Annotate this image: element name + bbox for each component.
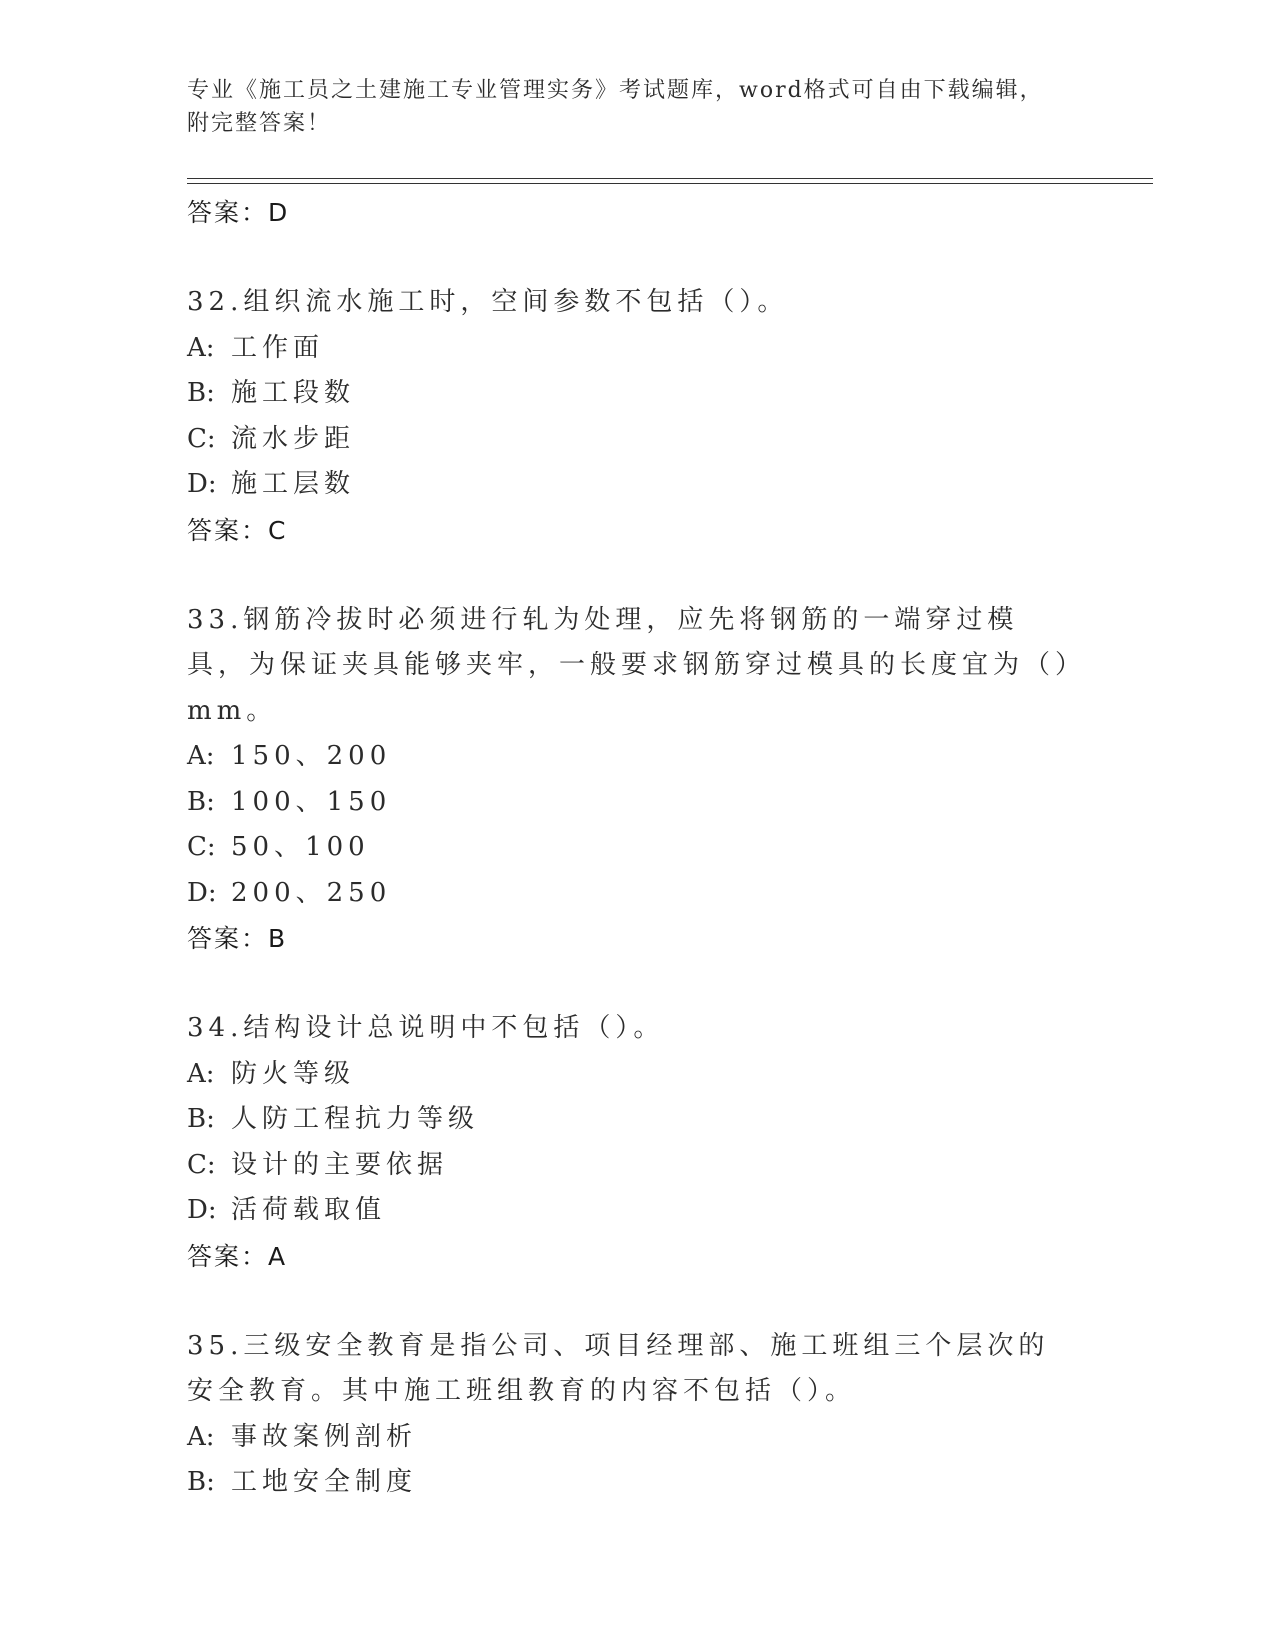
question-block: [187, 598, 1087, 962]
option-text: 防火等级: [231, 1058, 356, 1089]
option-letter: C:: [187, 423, 216, 454]
option-text: 100、150: [231, 786, 392, 817]
option-text: 流水步距: [231, 423, 356, 454]
option-b: [187, 780, 1087, 826]
option-letter: D:: [187, 469, 217, 499]
option-text: 50、100: [231, 832, 370, 862]
question-list: [187, 190, 1087, 1506]
option-letter: C:: [187, 832, 216, 862]
option-letter: A:: [187, 332, 215, 363]
header-rule-bottom: [187, 183, 1153, 184]
header-rule-top: [187, 178, 1153, 179]
option-c: [187, 1143, 1087, 1189]
option-letter: A:: [187, 1421, 215, 1452]
option-a: [187, 1052, 1087, 1098]
option-text: 工作面: [231, 332, 325, 363]
question-block: [187, 1324, 1087, 1506]
answer-line: 答案：A: [187, 1241, 288, 1271]
question-text: 32.组织流水施工时，空间参数不包括（）。: [187, 287, 789, 317]
option-b: [187, 1097, 1087, 1143]
option-text: 施工段数: [231, 378, 356, 408]
option-b: [187, 371, 1087, 417]
option-a: [187, 734, 1087, 780]
option-text: 工地安全制度: [231, 1467, 418, 1497]
option-d: [187, 462, 1087, 508]
document-header: 专业《施工员之土建施工专业管理实务》考试题库，word格式可自由下载编辑，附完整答案！: [187, 78, 1044, 136]
option-text: 事故案例剖析: [231, 1421, 418, 1452]
option-letter: B:: [187, 1104, 215, 1134]
question-text: 34.结构设计总说明中不包括（）。: [187, 1013, 665, 1043]
answer-line: 答案：D: [187, 198, 290, 227]
option-d: [187, 871, 1087, 917]
option-c: [187, 417, 1087, 463]
answer-line: 答案：B: [187, 924, 288, 953]
option-text: 活荷载取值: [231, 1195, 387, 1225]
option-a: [187, 326, 1087, 372]
option-letter: D:: [187, 1195, 217, 1225]
option-a: [187, 1415, 1087, 1461]
question-text: 35.三级安全教育是指公司、项目经理部、施工班组三个层次的安全教育。其中施工班组教育的内容不包括（）。: [187, 1330, 1050, 1406]
option-letter: A:: [187, 1058, 215, 1089]
option-text: 200、250: [231, 877, 392, 908]
option-text: 人防工程抗力等级: [231, 1104, 480, 1134]
option-letter: D:: [187, 877, 217, 908]
question-block: [187, 1006, 1087, 1279]
option-letter: B:: [187, 1467, 215, 1497]
option-letter: A:: [187, 741, 215, 771]
option-text: 150、200: [231, 741, 392, 771]
option-b: [187, 1460, 1087, 1506]
answer-line: 答案：C: [187, 515, 288, 545]
option-letter: B:: [187, 378, 215, 408]
question-text: 33.钢筋冷拔时必须进行轧为处理，应先将钢筋的一端穿过模具，为保证夹具能够夹牢，一般要求钢筋穿过模具的长度宜为（）mm。: [187, 604, 1074, 726]
option-c: [187, 825, 1087, 871]
question-block: [187, 280, 1087, 553]
option-letter: C:: [187, 1149, 216, 1180]
option-text: 施工层数: [231, 469, 356, 499]
option-d: [187, 1188, 1087, 1234]
option-text: 设计的主要依据: [231, 1149, 449, 1180]
option-letter: B:: [187, 786, 215, 817]
